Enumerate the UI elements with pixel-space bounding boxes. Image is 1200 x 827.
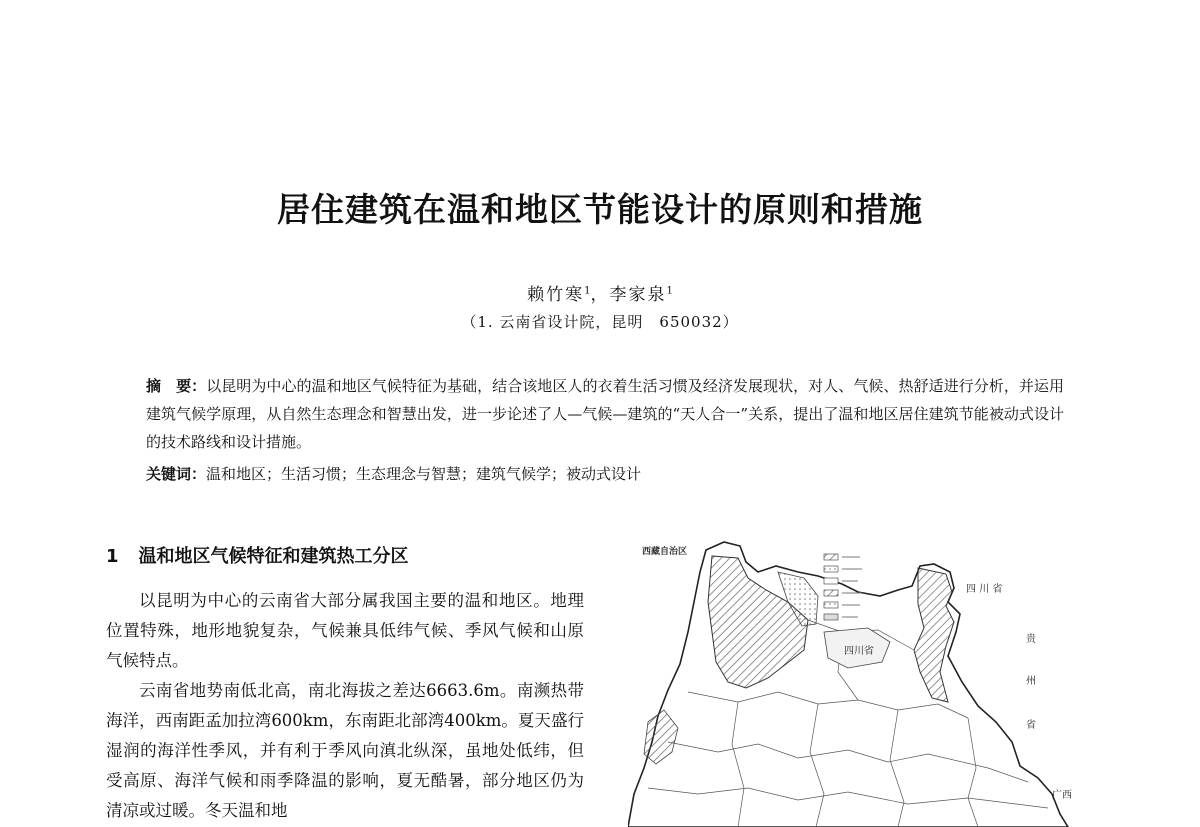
body-paragraph: 以昆明为中心的云南省大部分属我国主要的温和地区。地理位置特殊，地形地貌复杂，气候兼具低纬气候、季风气候和山原气候特点。 <box>106 591 584 670</box>
author-separator: ， <box>590 285 610 305</box>
map-label-xizang: 西藏自治区 <box>642 547 688 557</box>
map-label-guangxi: 广西 <box>1052 790 1072 801</box>
map-label-guizhou: 州 <box>1026 676 1036 687</box>
author-name: 赖竹寒 <box>527 285 585 305</box>
section-title: 温和地区气候特征和建筑热工分区 <box>138 546 409 567</box>
map-label-sichuan: 四 川 省 <box>966 584 1003 595</box>
map-label-guizhou: 省 <box>1026 720 1036 731</box>
map-label-sichuan-inner: 四川省 <box>844 646 874 657</box>
author-affiliation-mark: 1 <box>584 285 591 297</box>
body-paragraph: 云南省地势南低北高，南北海拔之差达6663.6m。南濒热带海洋，西南距孟加拉湾600km，东南距北部湾400km。夏天盛行湿润的海洋性季风，并有利于季风向滇北纵深，虽地处低纬，但受高原、海洋气候和雨季降温的影响，夏无酷暑，部分地区仍为清凉或过暖。冬天温和地 <box>106 681 584 820</box>
abstract-label: 摘 要： <box>146 377 207 395</box>
author-list <box>0 280 1200 305</box>
keywords-text: 温和地区；生活习惯；生态理念与智慧；建筑气候学；被动式设计 <box>206 465 642 483</box>
section-heading <box>106 542 409 568</box>
section-body <box>106 586 584 826</box>
author-affiliation-mark: 1 <box>666 285 673 297</box>
abstract-text: 以昆明为中心的温和地区气候特征为基础，结合该地区人的衣着生活习惯及经济发展现状，对人、气候、热舒适进行分析，并运用建筑气候学原理，从自然生态理念和智慧出发，进一步论述了人—气候—建筑的“天人合一”关系，提出了温和地区居住建筑节能被动式设计的技术路线和设计措施。 <box>146 377 1064 451</box>
keywords <box>146 463 641 484</box>
paper-title: 居住建筑在温和地区节能设计的原则和措施 <box>277 190 923 229</box>
keywords-label: 关键词： <box>146 465 207 483</box>
map-label-guizhou: 贵 <box>1026 634 1036 645</box>
section-number: 1 <box>106 546 119 567</box>
abstract <box>146 372 1064 456</box>
author-name: 李家泉 <box>609 285 667 305</box>
affiliation: （1. 云南省设计院，昆明 650032） <box>461 313 739 331</box>
climate-zone-map <box>628 532 1090 827</box>
